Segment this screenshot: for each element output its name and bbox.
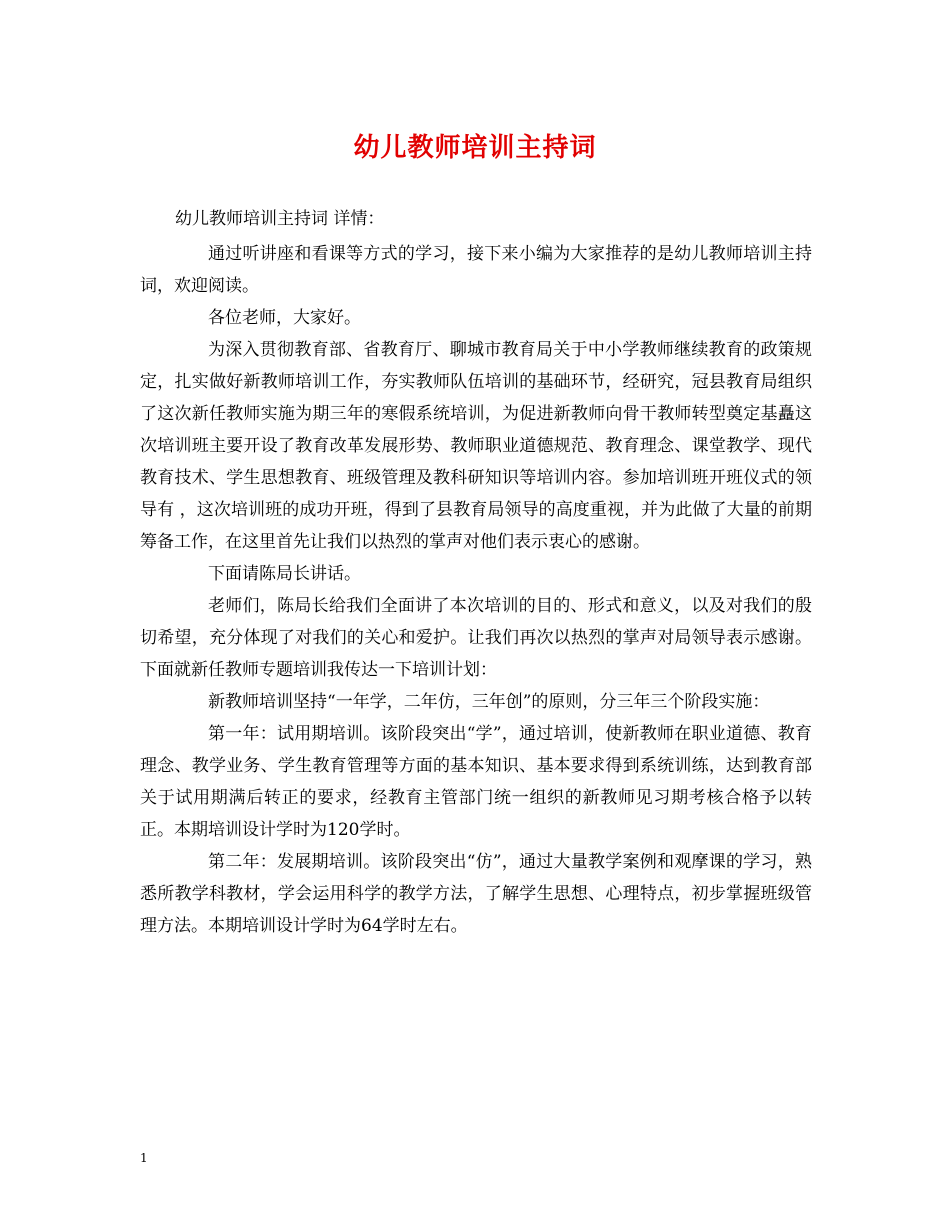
paragraph: 通过听讲座和看课等方式的学习，接下来小编为大家推荐的是幼儿教师培训主持词，欢迎阅读。 [140, 244, 812, 296]
document-title: 幼儿教师培训主持词 [353, 133, 597, 163]
page-number: 1 [140, 1151, 148, 1165]
paragraph: 第二年：发展期培训。该阶段突出“仿”，通过大量教学案例和观摩课的学习，熟悉所教学科教材，学会运用科学的教学方法，了解学生思想、心理特点，初步掌握班级管理方法。本期培训设计学时为64学时左右。 [140, 852, 812, 936]
paragraph: 各位老师，大家好。 [208, 308, 361, 328]
paragraph: 老师们，陈局长给我们全面讲了本次培训的目的、形式和意义，以及对我们的殷切希望，充分体现了对我们的关心和爱护。让我们再次以热烈的掌声对局领导表示感谢。下面就新任教师专题培训我传达一下培训计划： [140, 596, 812, 680]
paragraph: 第一年：试用期培训。该阶段突出“学”，通过培训，使新教师在职业道德、教育理念、教学业务、学生教育管理等方面的基本知识、基本要求得到系统训练，达到教育部关于试用期满后转正的要求，经教育主管部门统一组织的新教师见习期考核合格予以转正。本期培训设计学时为120学时。 [140, 724, 812, 840]
intro-line: 幼儿教师培训主持词 详情： [175, 209, 385, 229]
paragraph: 为深入贯彻教育部、省教育厅、聊城市教育局关于中小学教师继续教育的政策规定，扎实做好新教师培训工作，夯实教师队伍培训的基础环节，经研究，冠县教育局组织了这次新任教师实施为期三年的寒假系统培训，为促进新教师向骨干教师转型奠定基矗这次培训班主要开设了教育改革发展形势、教师职业道德规范、教育理念、课堂教学、现代教育技术、学生思想教育、班级管理及教科研知识等培训内容。参加培训班开班仪式的领导有 ，这次培训班的成功开班，得到了县教育局领导的高度重视，并为此做了大量的前期筹备工作，在这里首先让我们以热烈的掌声对他们表示衷心的感谢。 [140, 340, 812, 552]
paragraph: 新教师培训坚持“一年学，二年仿，三年创”的原则，分三年三个阶段实施： [208, 692, 770, 712]
document-body [140, 238, 812, 942]
paragraph: 下面请陈局长讲话。 [208, 564, 361, 584]
